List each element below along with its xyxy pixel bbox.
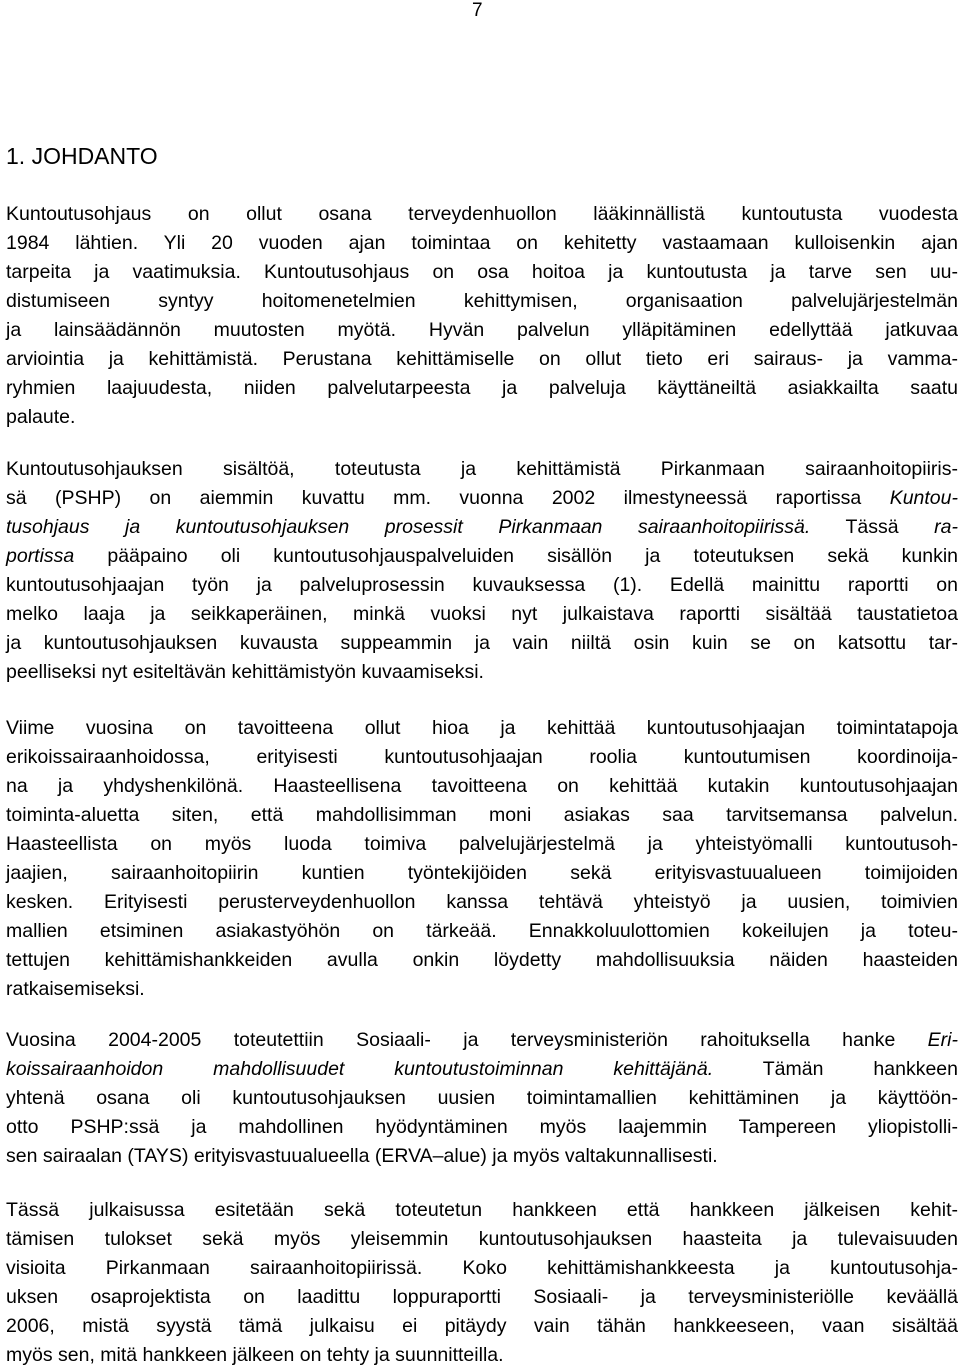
- italic-text: koissairaanhoidon mahdollisuudet kuntoutustoiminnan kehittäjänä.: [6, 1058, 714, 1080]
- text-line: [6, 229, 958, 258]
- text-segment: kesken. Erityisesti perusterveydenhuollon kanssa tehtävä yhteistyö ja uusien, toimivien: [6, 891, 958, 913]
- text-segment: ryhmien laajuudesta, niiden palvelutarpeesta ja palveluja käyttäneiltä asiakkailta saatu: [6, 377, 958, 399]
- text-line: [6, 1055, 958, 1084]
- text-line: [6, 258, 958, 287]
- text-line: [6, 1312, 958, 1341]
- paragraph: [6, 200, 958, 432]
- text-segment: melko laaja ja seikkaperäinen, minkä vuoksi nyt julkaistava raportti sisältää taustatietoa: [6, 603, 958, 625]
- text-line: [6, 345, 958, 374]
- text-segment: Haasteellista on myös luoda toimiva palvelujärjestelmä ja yhteistyömalli kuntoutusoh-: [6, 833, 958, 855]
- text-segment: pääpaino oli kuntoutusohjauspalveluiden sisällön ja toteutuksen sekä kunkin: [74, 545, 958, 567]
- text-segment: tettujen kehittämishankkeiden avulla onkin löydetty mahdollisuuksia näiden haasteiden: [6, 949, 958, 971]
- text-line: [6, 316, 958, 345]
- text-line: [6, 403, 958, 432]
- text-segment: myös sen, mitä hankkeen jälkeen on tehty ja suunnitteilla.: [6, 1344, 504, 1366]
- text-line: [6, 1142, 958, 1171]
- text-line: [6, 1225, 958, 1254]
- text-segment: tämisen tulokset sekä myös yleisemmin kuntoutusohjauksen haasteita ja tulevaisuuden: [6, 1228, 958, 1250]
- text-line: [6, 1283, 958, 1312]
- text-line: [6, 772, 958, 801]
- text-line: [6, 714, 958, 743]
- text-line: [6, 374, 958, 403]
- text-segment: ratkaisemiseksi.: [6, 978, 145, 1000]
- paragraph: [6, 455, 958, 687]
- text-line: [6, 917, 958, 946]
- text-line: [6, 1254, 958, 1283]
- text-line: [6, 743, 958, 772]
- text-line: [6, 571, 958, 600]
- text-segment: sen sairaalan (TAYS) erityisvastuualueella (ERVA–alue) ja myös valtakunnallisesti.: [6, 1145, 718, 1167]
- text-segment: otto PSHP:ssä ja mahdollinen hyödyntäminen myös laajemmin Tampereen yliopistolli-: [6, 1116, 958, 1138]
- text-line: [6, 946, 958, 975]
- text-line: [6, 975, 958, 1004]
- text-line: [6, 629, 958, 658]
- text-segment: ja kuntoutusohjauksen kuvausta suppeammin ja vain niiltä osin kuin se on katsottu tar-: [6, 632, 958, 654]
- text-line: [6, 1196, 958, 1225]
- section-heading: 1. JOHDANTO: [6, 143, 158, 169]
- text-line: [6, 1113, 958, 1142]
- text-segment: mallien etsiminen asiakastyöhön on tärkeää. Ennakkoluulottomien kokeilujen ja toteu-: [6, 920, 958, 942]
- text-segment: tarpeita ja vaatimuksia. Kuntoutusohjaus on osa hoitoa ja kuntoutusta ja tarve sen uu-: [6, 261, 958, 283]
- italic-text: ra-: [934, 516, 958, 538]
- text-segment: erikoissairaanhoidossa, erityisesti kuntoutusohjaajan roolia kuntoutumisen koordinoija-: [6, 746, 958, 768]
- text-segment: uksen osaprojektista on laadittu loppuraportti Sosiaali- ja terveysministeriölle keväällä: [6, 1286, 958, 1308]
- text-line: [6, 658, 958, 687]
- text-segment: Tässä: [810, 516, 935, 538]
- text-segment: Tämän hankkeen: [713, 1058, 958, 1080]
- text-segment: toiminta-aluetta siten, että mahdollisimman moni asiakas saa tarvitsemansa palvelun.: [6, 804, 958, 826]
- italic-text: tusohjaus ja kuntoutusohjauksen prosessit Pirkanmaan sairaanhoitopiirissä.: [6, 516, 811, 538]
- text-line: [6, 801, 958, 830]
- text-segment: distumiseen syntyy hoitomenetelmien kehittymisen, organisaation palvelujärjestelmän: [6, 290, 958, 312]
- text-line: [6, 542, 958, 571]
- text-segment: visioita Pirkanmaan sairaanhoitopiirissä. Koko kehittämishankkeesta ja kuntoutusohja-: [6, 1257, 958, 1279]
- text-segment: yhtenä osana oli kuntoutusohjauksen uusien toimintamallien kehittäminen ja käyttöön-: [6, 1087, 958, 1109]
- italic-text: Kuntou-: [889, 487, 958, 509]
- text-line: [6, 859, 958, 888]
- text-line: [6, 830, 958, 859]
- text-segment: arviointia ja kehittämistä. Perustana kehittämiselle on ollut tieto eri sairaus- ja vamma-: [6, 348, 958, 370]
- text-segment: 1984 lähtien. Yli 20 vuoden ajan toimintaa on kehitetty vastaamaan kulloisenkin ajan: [6, 232, 958, 254]
- text-segment: na ja yhdyshenkilönä. Haasteellisena tavoitteena on kehittää kutakin kuntoutusohjaajan: [6, 775, 958, 797]
- text-segment: Viime vuosina on tavoitteena ollut hioa ja kehittää kuntoutusohjaajan toimintatapoja: [6, 717, 958, 739]
- text-segment: palaute.: [6, 406, 76, 428]
- text-segment: ja lainsäädännön muutosten myötä. Hyvän palvelun ylläpitäminen edellyttää jatkuvaa: [6, 319, 958, 341]
- italic-text: Eri-: [927, 1029, 958, 1051]
- text-segment: sä (PSHP) on aiemmin kuvattu mm. vuonna 2002 ilmestyneessä raportissa: [6, 487, 890, 509]
- text-line: [6, 484, 958, 513]
- text-line: [6, 888, 958, 917]
- text-line: [6, 287, 958, 316]
- text-segment: jaajien, sairaanhoitopiirin kuntien työntekijöiden sekä erityisvastuualueen toimijoiden: [6, 862, 958, 884]
- text-line: [6, 1084, 958, 1113]
- text-line: [6, 600, 958, 629]
- italic-text: portissa: [6, 545, 75, 567]
- text-segment: kuntoutusohjaajan työn ja palveluprosessin kuvauksessa (1). Edellä mainittu raportti on: [6, 574, 958, 596]
- page-number: 7: [472, 0, 483, 21]
- paragraph: [6, 1196, 958, 1370]
- text-segment: Kuntoutusohjaus on ollut osana terveydenhuollon lääkinnällistä kuntoutusta vuodesta: [6, 203, 958, 225]
- paragraph: [6, 1026, 958, 1171]
- text-segment: peelliseksi nyt esiteltävän kehittämistyön kuvaamiseksi.: [6, 661, 484, 683]
- text-line: [6, 1341, 958, 1370]
- text-segment: Kuntoutusohjauksen sisältöä, toteutusta ja kehittämistä Pirkanmaan sairaanhoitopiiris-: [6, 458, 958, 480]
- text-line: [6, 455, 958, 484]
- text-line: [6, 1026, 958, 1055]
- paragraph: [6, 714, 958, 1004]
- text-line: [6, 200, 958, 229]
- text-segment: Vuosina 2004-2005 toteutettiin Sosiaali- ja terveysministeriön rahoituksella hanke: [6, 1029, 928, 1051]
- text-segment: Tässä julkaisussa esitetään sekä toteutetun hankkeen että hankkeen jälkeisen kehit-: [6, 1199, 958, 1221]
- text-line: [6, 513, 958, 542]
- text-segment: 2006, mistä syystä tämä julkaisu ei pitäydy vain tähän hankkeeseen, vaan sisältää: [6, 1315, 958, 1337]
